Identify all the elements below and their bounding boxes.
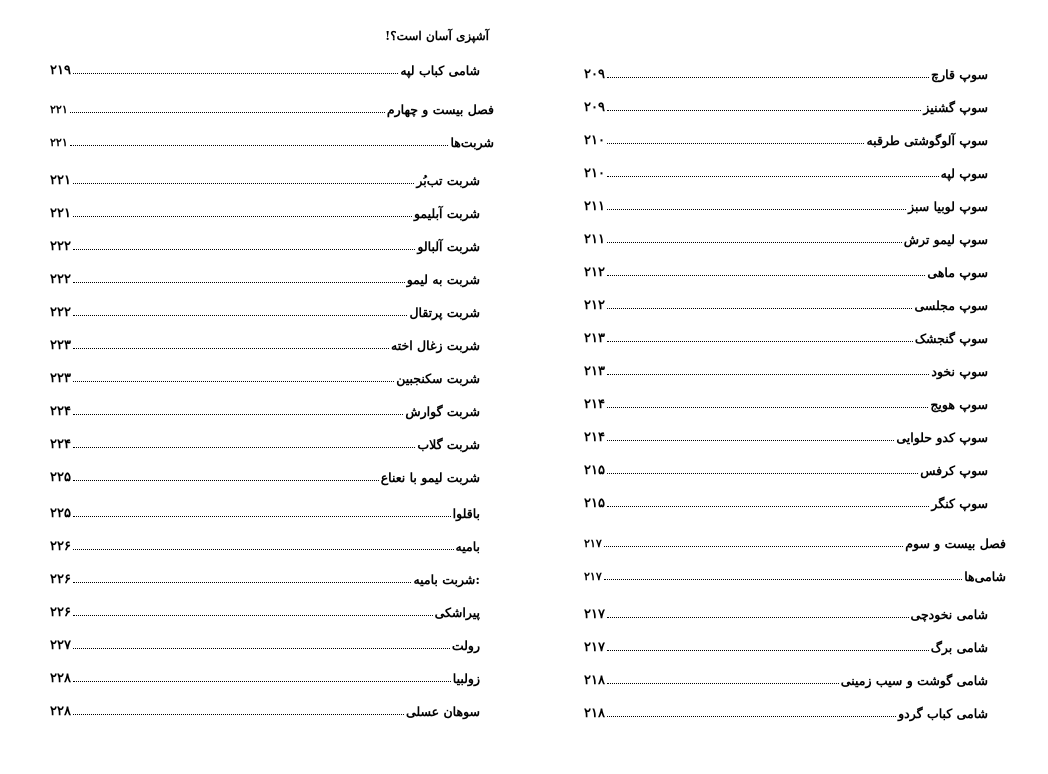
toc-entry[interactable] bbox=[50, 634, 480, 656]
toc-entry-page: ۲۱۷ bbox=[584, 569, 602, 583]
toc-entry[interactable] bbox=[50, 466, 480, 488]
toc-entry[interactable] bbox=[584, 492, 988, 514]
toc-entry-title: شامی گوشت و سیب زمینی bbox=[840, 672, 988, 688]
dot-leader bbox=[607, 506, 929, 507]
toc-entry-title: شربت تب‌بُر bbox=[416, 172, 480, 188]
dot-leader bbox=[73, 480, 379, 481]
toc-entry[interactable] bbox=[50, 235, 480, 257]
toc-entry[interactable] bbox=[584, 702, 988, 724]
toc-entry-page: ۲۰۹ bbox=[584, 99, 605, 115]
toc-entry[interactable] bbox=[584, 327, 988, 349]
toc-entry[interactable] bbox=[584, 603, 988, 625]
dot-leader bbox=[607, 374, 929, 375]
toc-entry-page: ۲۱۳ bbox=[584, 363, 605, 379]
dot-leader bbox=[73, 582, 411, 583]
toc-entry[interactable] bbox=[50, 502, 480, 524]
toc-entry-page: ۲۲۶ bbox=[50, 604, 71, 620]
dot-leader bbox=[73, 615, 433, 616]
toc-entry-title: شربت‌ها bbox=[450, 134, 494, 150]
toc-entry-title: سوپ لوبیا سبز bbox=[908, 198, 988, 214]
dot-leader bbox=[73, 714, 404, 715]
dot-leader bbox=[607, 275, 925, 276]
toc-entry-page: ۲۱۸ bbox=[584, 672, 605, 688]
toc-entry[interactable] bbox=[50, 169, 480, 191]
toc-entry-title: شربت لیمو با نعناع bbox=[380, 469, 480, 485]
dot-leader bbox=[607, 440, 894, 441]
toc-entry-title: بامیه bbox=[455, 538, 480, 554]
toc-entry[interactable] bbox=[50, 268, 480, 290]
toc-entry-title: شربت گلاب bbox=[417, 436, 480, 452]
toc-entry[interactable] bbox=[50, 334, 480, 356]
toc-entry-title: شربت گوارش bbox=[405, 403, 480, 419]
dot-leader bbox=[73, 681, 451, 682]
toc-entry[interactable] bbox=[584, 63, 988, 85]
toc-entry-page: ۲۲۱ bbox=[50, 205, 71, 221]
toc-entry[interactable] bbox=[584, 393, 988, 415]
toc-entry[interactable] bbox=[50, 601, 480, 623]
toc-entry-page: ۲۲۲ bbox=[50, 238, 71, 254]
toc-entry-title: شربت به لیمو bbox=[406, 271, 480, 287]
toc-entry[interactable] bbox=[584, 129, 988, 151]
toc-entry-title: شامی کباب لپه bbox=[400, 62, 480, 78]
toc-entry-title: شربت آلبالو bbox=[417, 238, 480, 254]
dot-leader bbox=[607, 617, 909, 618]
toc-entry[interactable] bbox=[50, 59, 480, 81]
toc-entry-page: ۲۱۸ bbox=[584, 705, 605, 721]
toc-entry[interactable] bbox=[50, 667, 480, 689]
toc-entry-title: شربت سکنجبین bbox=[396, 370, 480, 386]
toc-entry-title: سوهان عسلی bbox=[405, 703, 480, 719]
toc-entry-title: شربت آبلیمو bbox=[413, 205, 480, 221]
toc-entry-title: شربت بامیه: bbox=[413, 571, 480, 587]
dot-leader bbox=[607, 242, 902, 243]
dot-leader bbox=[73, 315, 408, 316]
toc-entry-title: سوپ ماهی bbox=[927, 264, 988, 280]
toc-entry-title: فصل بیست و سوم bbox=[905, 535, 1006, 551]
toc-entry-page: ۲۲۱ bbox=[50, 172, 71, 188]
toc-entry-page: ۲۲۶ bbox=[50, 571, 71, 587]
dot-leader bbox=[607, 473, 918, 474]
toc-entry[interactable] bbox=[584, 459, 988, 481]
toc-entry-title: سوپ لیمو ترش bbox=[903, 231, 988, 247]
toc-entry-page: ۲۱۷ bbox=[584, 536, 602, 550]
dot-leader bbox=[607, 209, 906, 210]
toc-entry-page: ۲۱۵ bbox=[584, 462, 605, 478]
toc-entry-page: ۲۱۷ bbox=[584, 639, 605, 655]
toc-entry-page: ۲۲۵ bbox=[50, 505, 71, 521]
toc-entry-title: رولت bbox=[451, 637, 480, 653]
toc-entry-title: سوپ هویج bbox=[930, 396, 988, 412]
dot-leader bbox=[73, 516, 451, 517]
toc-entry-page: ۲۰۹ bbox=[584, 66, 605, 82]
toc-section-heading[interactable] bbox=[50, 131, 494, 153]
toc-entry-title: سوپ مجلسی bbox=[914, 297, 988, 313]
toc-entry-page: ۲۲۱ bbox=[50, 135, 68, 149]
toc-entry-title: شربت زغال اخته bbox=[391, 337, 480, 353]
toc-entry-page: ۲۱۰ bbox=[584, 132, 605, 148]
dot-leader bbox=[607, 143, 865, 144]
toc-entry[interactable] bbox=[584, 669, 988, 691]
toc-entry-page: ۲۲۶ bbox=[50, 538, 71, 554]
dot-leader bbox=[73, 381, 394, 382]
dot-leader bbox=[607, 176, 939, 177]
toc-entry-page: ۲۲۳ bbox=[50, 370, 71, 386]
toc-entry[interactable] bbox=[584, 294, 988, 316]
dot-leader bbox=[607, 110, 921, 111]
dot-leader bbox=[607, 341, 913, 342]
toc-entry-page: ۲۱۵ bbox=[584, 495, 605, 511]
dot-leader bbox=[607, 650, 929, 651]
toc-entry[interactable] bbox=[584, 261, 988, 283]
toc-entry-title: شامی کباب گردو bbox=[898, 705, 988, 721]
toc-entry-title: پیراشکی bbox=[434, 604, 480, 620]
toc-entry-title: سوپ گنجشک bbox=[914, 330, 988, 346]
toc-entry-title: شامی نخودچی bbox=[910, 606, 988, 622]
toc-entry[interactable] bbox=[50, 202, 480, 224]
toc-entry[interactable] bbox=[50, 535, 480, 557]
toc-entry-page: ۲۲۸ bbox=[50, 670, 71, 686]
dot-leader bbox=[607, 683, 839, 684]
toc-entry[interactable] bbox=[50, 568, 480, 590]
dot-leader bbox=[73, 549, 454, 550]
toc-entry-title: شربت پرتقال bbox=[409, 304, 480, 320]
toc-entry-page: ۲۲۴ bbox=[50, 403, 71, 419]
dot-leader bbox=[604, 546, 904, 547]
toc-entry-page: ۲۲۱ bbox=[50, 102, 68, 116]
dot-leader bbox=[73, 447, 415, 448]
toc-entry-title: سوپ قارچ bbox=[931, 66, 988, 82]
toc-entry-title: سوپ کدو حلوایی bbox=[896, 429, 988, 445]
toc-entry-title: فصل بیست و چهارم bbox=[386, 101, 494, 117]
toc-entry[interactable] bbox=[50, 301, 480, 323]
toc-entry-page: ۲۱۱ bbox=[584, 231, 605, 247]
toc-entry[interactable] bbox=[584, 636, 988, 658]
toc-entry[interactable] bbox=[584, 195, 988, 217]
dot-leader bbox=[73, 648, 450, 649]
toc-entry-title: شامی برگ bbox=[930, 639, 988, 655]
toc-entry-title: سوپ گشنیز bbox=[923, 99, 988, 115]
toc-entry-page: ۲۲۲ bbox=[50, 271, 71, 287]
toc-entry[interactable] bbox=[50, 700, 480, 722]
toc-entry-title: شامی‌ها bbox=[964, 568, 1006, 584]
toc-entry-page: ۲۱۷ bbox=[584, 606, 605, 622]
toc-entry-page: ۲۱۱ bbox=[584, 198, 605, 214]
toc-entry-page: ۲۲۴ bbox=[50, 436, 71, 452]
dot-leader bbox=[607, 308, 913, 309]
toc-entry-page: ۲۱۴ bbox=[584, 396, 605, 412]
dot-leader bbox=[604, 579, 962, 580]
toc-entry-page: ۲۲۵ bbox=[50, 469, 71, 485]
toc-entry-page: ۲۱۹ bbox=[50, 62, 71, 78]
toc-entry[interactable] bbox=[584, 162, 988, 184]
toc-section-heading[interactable] bbox=[584, 532, 1006, 554]
toc-section-heading[interactable] bbox=[584, 565, 1006, 587]
toc-entry-page: ۲۱۰ bbox=[584, 165, 605, 181]
toc-entry[interactable] bbox=[50, 400, 480, 422]
dot-leader bbox=[73, 348, 389, 349]
toc-entry-page: ۲۱۳ bbox=[584, 330, 605, 346]
toc-entry-title: سوپ نخود bbox=[931, 363, 988, 379]
dot-leader bbox=[73, 73, 398, 74]
book-title: آشپزی آسان است؟! bbox=[384, 29, 489, 43]
dot-leader bbox=[607, 407, 928, 408]
toc-entry[interactable] bbox=[50, 433, 480, 455]
toc-entry[interactable] bbox=[50, 367, 480, 389]
toc-entry-title: سوپ آلوگوشتی طرقبه bbox=[866, 132, 988, 148]
toc-entry[interactable] bbox=[584, 96, 988, 118]
dot-leader bbox=[73, 249, 415, 250]
toc-entry-page: ۲۱۲ bbox=[584, 264, 605, 280]
toc-entry-title: باقلوا bbox=[452, 505, 480, 521]
toc-entry[interactable] bbox=[584, 228, 988, 250]
toc-entry-page: ۲۲۳ bbox=[50, 337, 71, 353]
toc-entry[interactable] bbox=[584, 360, 988, 382]
toc-section-heading[interactable] bbox=[50, 98, 494, 120]
toc-entry-page: ۲۲۲ bbox=[50, 304, 71, 320]
running-header bbox=[384, 26, 494, 46]
dot-leader bbox=[73, 282, 405, 283]
dot-leader bbox=[70, 112, 385, 113]
toc-entry-page: ۲۲۷ bbox=[50, 637, 71, 653]
toc-entry-title: سوپ لپه bbox=[940, 165, 988, 181]
dot-leader bbox=[607, 77, 929, 78]
dot-leader bbox=[70, 145, 449, 146]
dot-leader bbox=[73, 216, 412, 217]
dot-leader bbox=[73, 183, 414, 184]
toc-entry-title: سوپ کرفس bbox=[920, 462, 988, 478]
toc-entry-page: ۲۲۸ bbox=[50, 703, 71, 719]
toc-entry-page: ۲۱۲ bbox=[584, 297, 605, 313]
toc-entry-page: ۲۱۴ bbox=[584, 429, 605, 445]
dot-leader bbox=[607, 716, 896, 717]
dot-leader bbox=[73, 414, 403, 415]
toc-entry-title: سوپ کنگر bbox=[931, 495, 988, 511]
toc-entry[interactable] bbox=[584, 426, 988, 448]
toc-entry-title: زولبیا bbox=[452, 670, 480, 686]
